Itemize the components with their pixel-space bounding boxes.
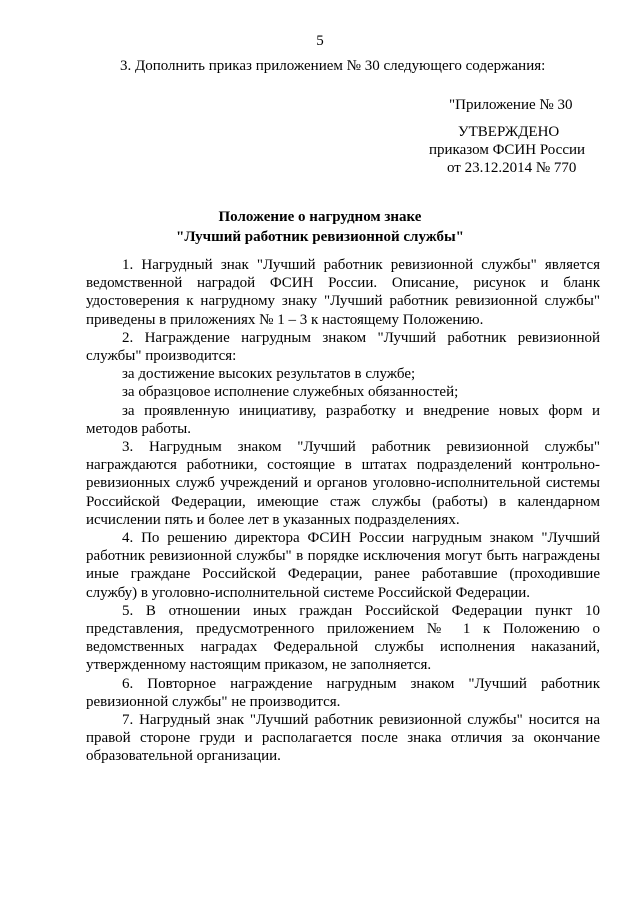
title-line-1: Положение о нагрудном знаке [218, 209, 422, 225]
paragraph-7: 7. Нагрудный знак "Лучший работник ревизионной службы" носится на правой стороне груди и располагается после знака отличия за окончание образовательной организации. [86, 712, 600, 765]
paragraph-3: 3. Нагрудным знаком "Лучший работник ревизионной службы" награждаются работники, состоящие в штатах подразделений контрольно-ревизионных служб учреждений и органов уголовно-исполнительной системы Российской Федерации, имеющие стаж службы (работы) в календарном исчислении пять и более лет в указанных подразделениях. [86, 439, 600, 528]
appendix-label: "Приложение № 30 [449, 97, 573, 113]
intro-line: 3. Дополнить приказ приложением № 30 следующего содержания: [120, 58, 546, 74]
paragraph-2-item-1: за достижение высоких результатов в службе; [122, 366, 416, 383]
approved-label: УТВЕРЖДЕНО [458, 124, 560, 140]
page-number: 5 [316, 33, 324, 49]
approved-by-order: приказом ФСИН России [429, 142, 586, 158]
document-title [0, 207, 640, 247]
approval-date-number: от 23.12.2014 № 770 [447, 160, 577, 176]
paragraph-5: 5. В отношении иных граждан Российской Федерации пункт 10 представления, предусмотренного приложением № 1 к Положению о ведомственных наградах Федеральной службы исполнения наказаний, утвержденному настоящим приказом, не заполняется. [86, 602, 600, 674]
paragraph-4: 4. По решению директора ФСИН России нагрудным знаком "Лучший работник ревизионной службы" в порядке исключения могут быть награждены иные граждане Российской Федерации, ранее работавшие (проходившие службу) в уголовно-исполнительной системе Российской Федерации. [86, 530, 600, 601]
paragraph-2-item-3: за проявленную инициативу, разработку и внедрение новых форм и методов работы. [86, 402, 600, 437]
paragraph-6: 6. Повторное награждение нагрудным знаком "Лучший работник ревизионной службы" не производится. [86, 675, 600, 710]
paragraph-2-item-2: за образцовое исполнение служебных обязанностей; [122, 384, 459, 401]
title-line-2: "Лучший работник ревизионной службы" [176, 229, 464, 245]
paragraph-1: 1. Нагрудный знак "Лучший работник ревизионной службы" является ведомственной наградой ФСИН России. Описание, рисунок и бланк удостоверения к нагрудному знаку "Лучший работник ревизионной службы" приведены в приложениях № 1 – 3 к настоящему Положению. [86, 257, 600, 328]
paragraph-2: 2. Награждение нагрудным знаком "Лучший работник ревизионной службы" производится: [86, 329, 600, 365]
regulation-body [86, 256, 600, 766]
